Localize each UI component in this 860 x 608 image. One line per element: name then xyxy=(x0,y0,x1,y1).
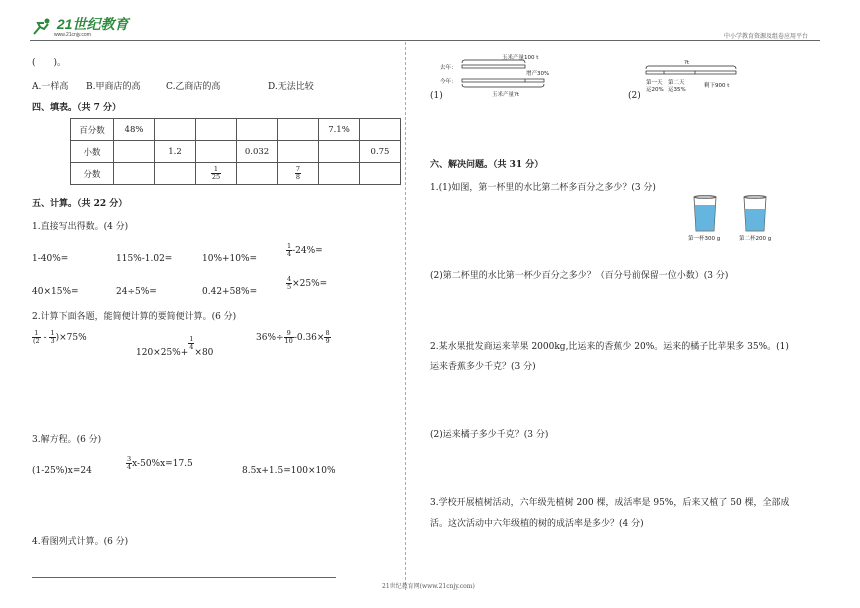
fig1-bar-this xyxy=(462,79,544,82)
platform-name: 中小学教育资源及组卷应用平台 xyxy=(724,33,809,40)
table-cell xyxy=(278,119,319,141)
numerator: 1 xyxy=(50,329,55,337)
expr-rest: ×80 xyxy=(194,348,214,358)
denominator: 4 xyxy=(127,463,132,471)
q1-part2: (2)第二杯里的水比第一杯少百分之多少？（百分号前保留一位小数）(3 分) xyxy=(430,271,729,281)
q2-line1: 2.某水果批发商运来苹果 2000kg,比运来的香蕉少 20%。运来的橘子比苹果多 35%。(1) xyxy=(430,342,789,352)
fig2-rest: 剩下900 t xyxy=(704,83,730,89)
numerator: 9 xyxy=(284,330,294,338)
fraction xyxy=(295,166,301,181)
fig2-day2-pct: 运35% xyxy=(668,87,686,93)
fig1-bar-last xyxy=(462,65,525,68)
calc-item: 115%-1.02= xyxy=(116,254,173,264)
numerator: 3 xyxy=(127,455,132,463)
column-divider xyxy=(405,42,406,590)
table-cell xyxy=(319,163,360,185)
fraction xyxy=(324,330,330,345)
section-5-title: 五、计算。（共 22 分） xyxy=(32,199,128,209)
q1-title: 1.直接写出得数。(4 分) xyxy=(32,222,129,232)
calc-item xyxy=(256,330,331,345)
section-6-title: 六、解决问题。（共 31 分） xyxy=(430,160,544,170)
numerator: 1 xyxy=(32,330,41,338)
fraction xyxy=(211,166,221,181)
q1-part1: 1.(1)如图，第一杯里的水比第二杯多百分之多少？(3 分) xyxy=(430,183,656,193)
fig1-label: (1) xyxy=(430,91,443,101)
option-d: D.无法比较 xyxy=(268,82,314,92)
logo-text: 21世纪教育 xyxy=(56,16,129,32)
cup1-water xyxy=(695,205,716,231)
cups-figure xyxy=(686,193,786,245)
fig1-diagram xyxy=(440,50,570,100)
calc-item: 0.42+58%= xyxy=(202,287,258,297)
fig2-day1-pct: 运20% xyxy=(646,87,664,93)
table-cell xyxy=(155,163,196,185)
fraction xyxy=(32,330,41,345)
table-cell xyxy=(278,141,319,163)
table-cell: 0.75 xyxy=(360,141,401,163)
cup1-label: 第一杯300 g xyxy=(688,236,721,242)
fig1-top-label: 玉米产量100 t xyxy=(502,55,539,61)
row-label: 小数 xyxy=(71,141,114,163)
denominator-value: 2 xyxy=(35,337,40,345)
fraction xyxy=(284,330,294,345)
table-cell xyxy=(360,163,401,185)
denominator: 5 xyxy=(287,283,292,291)
denominator: 3 xyxy=(50,337,55,345)
table-cell xyxy=(196,119,237,141)
equation: 8.5x+1.5=100×10% xyxy=(242,466,336,476)
table-cell: 7.1% xyxy=(319,119,360,141)
calc-item: 40×15%= xyxy=(32,287,79,297)
calc-item xyxy=(286,276,327,291)
table-cell xyxy=(278,163,319,185)
q2-title: 2.计算下面各题，能简便计算的要简便计算。(6 分) xyxy=(32,312,237,322)
logo-url: www.21cnjy.com xyxy=(54,32,91,38)
table-cell xyxy=(319,141,360,163)
q3-line2: 活。这次活动中六年级植的树的成活率是多少？(4 分) xyxy=(430,519,644,529)
numerator: 1 xyxy=(211,166,221,174)
paren: ( xyxy=(33,337,36,345)
numerator: 4 xyxy=(287,275,292,283)
calc-item: 1-40%= xyxy=(32,254,69,264)
q4-title: 4.看图列式计算。(6 分) xyxy=(32,537,129,547)
numerator: 8 xyxy=(325,329,330,337)
q3-title: 3.解方程。(6 分) xyxy=(32,435,102,445)
fig2-total: ?t xyxy=(684,60,690,66)
numerator: 1 xyxy=(189,335,194,343)
table-row xyxy=(71,119,401,141)
cup-1 xyxy=(694,196,716,232)
table-cell: 1.2 xyxy=(155,141,196,163)
denominator xyxy=(32,338,41,345)
q2-part2: (2)运来橘子多少千克？(3 分) xyxy=(430,430,549,440)
fig2-diagram xyxy=(640,58,740,98)
expr-rest: -24%= xyxy=(292,246,323,256)
numerator: 1 xyxy=(287,242,292,250)
denominator: 4 xyxy=(287,250,292,258)
expr-rest: x-50%x=17.5 xyxy=(132,459,193,469)
calc-item xyxy=(136,336,213,358)
option-c: C.乙商店的高 xyxy=(166,82,221,92)
table-cell xyxy=(237,163,278,185)
fig2-day1: 第一天 xyxy=(646,80,663,86)
section-4-title: 四、填表。（共 7 分） xyxy=(32,103,122,113)
denominator: 10 xyxy=(284,337,293,345)
calc-item: 10%+10%= xyxy=(202,254,258,264)
answer-paren: ( )。 xyxy=(32,58,67,68)
q2-line2: 运来香蕉多少千克？(3 分) xyxy=(430,362,536,372)
table-cell xyxy=(196,141,237,163)
table-cell xyxy=(237,119,278,141)
table-cell xyxy=(114,163,155,185)
equation xyxy=(126,456,193,471)
footer-rule xyxy=(32,577,336,578)
denominator: 9 xyxy=(325,337,330,345)
expr-rest: )×75% xyxy=(55,333,87,343)
cup2-label: 第二杯200 g xyxy=(739,236,772,242)
calc-item xyxy=(286,243,323,258)
runner-logo-icon xyxy=(32,18,54,36)
option-b: B.甲商店的高 xyxy=(86,82,141,92)
operator: - xyxy=(40,333,50,343)
cup2-water xyxy=(745,209,766,231)
calc-item xyxy=(32,330,87,345)
table-cell xyxy=(155,119,196,141)
expr-pre: 36%÷ xyxy=(256,333,284,343)
expr-pre: 120×25%+ xyxy=(136,348,189,358)
equation: (1-25%)x=24 xyxy=(32,466,92,476)
option-a: A.一样高 xyxy=(32,82,69,92)
table-cell xyxy=(360,119,401,141)
denominator: 4 xyxy=(189,343,194,351)
table-row xyxy=(71,141,401,163)
fig1-bottom-brace xyxy=(462,84,544,87)
calc-item: 24÷5%= xyxy=(116,287,157,297)
fig1-increase: 增产30% xyxy=(526,71,550,77)
fig1-this-year: 今年： xyxy=(440,79,457,85)
header-rule xyxy=(30,40,820,41)
fill-table xyxy=(70,118,401,185)
numerator: 7 xyxy=(295,165,301,173)
table-cell xyxy=(196,163,237,185)
row-label: 分数 xyxy=(71,163,114,185)
table-cell: 0.032 xyxy=(237,141,278,163)
row-label: 百分数 xyxy=(71,119,114,141)
q3-line1: 3.学校开展植树活动，六年级先植树 200 棵，成活率是 95%，后来又植了 50 棵，全部成 xyxy=(430,498,790,508)
table-row xyxy=(71,163,401,185)
table-cell xyxy=(114,141,155,163)
fig2-label: (2) xyxy=(628,91,641,101)
table-cell: 48% xyxy=(114,119,155,141)
expr-rest: ×25%= xyxy=(292,279,328,289)
denominator: 8 xyxy=(295,173,301,181)
fig1-last-year: 去年： xyxy=(440,65,457,71)
denominator: 25 xyxy=(211,173,221,181)
footer-site: 21世纪教育网(www.21cnjy.com) xyxy=(382,583,475,590)
fig2-day2: 第二天 xyxy=(668,80,685,86)
fig2-bar xyxy=(646,71,736,74)
fig1-bottom-label: 玉米产量?t xyxy=(492,92,520,98)
fig2-top-brace xyxy=(646,66,736,69)
cup-2 xyxy=(744,196,766,232)
expr-mid: -0.36× xyxy=(293,333,325,343)
